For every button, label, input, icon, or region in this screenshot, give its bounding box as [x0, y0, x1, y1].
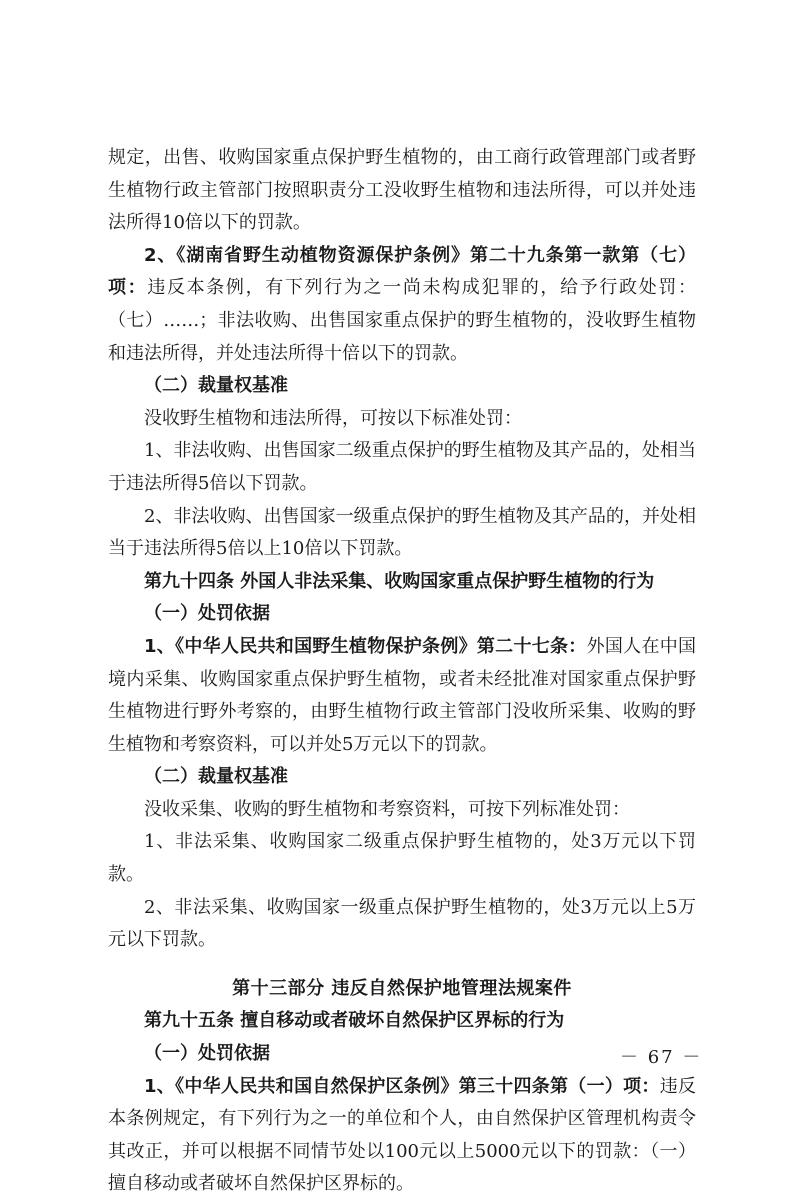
document-body	[108, 142, 696, 1201]
section-gap	[108, 957, 696, 973]
paragraph-5: 1、非法收购、出售国家二级重点保护的野生植物及其产品的，处相当于违法所得5倍以下罚款。	[108, 440, 696, 494]
section-heading-discretion-2: （二）裁量权基准	[144, 766, 288, 788]
paragraph-12: 1、非法采集、收购国家二级重点保护野生植物的，处3万元以下罚款。	[108, 831, 696, 886]
page-number: － 67 －	[620, 1047, 703, 1068]
article-95-heading: 第九十五条 擅自移动或者破坏自然保护区界标的行为	[144, 1010, 565, 1032]
article-94-heading: 第九十四条 外国人非法采集、收购国家重点保护野生植物的行为	[144, 570, 655, 592]
clause-heading-nature-reserve-regulation: 1、《中华人民共和国自然保护区条例》第三十四条第（一）项：	[144, 1075, 660, 1097]
paragraph-9-text: 外国人在中国境内采集、收购国家重点保护野生植物，或者未经批准对国家重点保护野生植物进行野外考察的，由野生植物行政主管部门没收所采集、收购的野生植物和考察资料，可以并处5万元以下的罚款。	[108, 635, 697, 755]
part-title: 第十三部分 违反自然保护地管理法规案件	[232, 977, 572, 999]
paragraph-11: 没收采集、收购的野生植物和考察资料，可按下列标准处罚：	[144, 798, 630, 820]
paragraph-4: 没收野生植物和违法所得，可按以下标准处罚：	[144, 407, 522, 429]
paragraph-2	[108, 240, 696, 370]
paragraph-17	[108, 1071, 696, 1201]
paragraph-9	[108, 631, 696, 761]
paragraph-6: 2、非法收购、出售国家一级重点保护的野生植物及其产品的，并处相当于违法所得5倍以上10倍以下罚款。	[108, 505, 696, 560]
section-heading-basis-1: （一）处罚依据	[144, 603, 270, 625]
section-heading-basis-2: （一）处罚依据	[144, 1043, 270, 1065]
clause-heading-hunan-regulation: 2、《湖南省野生动植物资源保护条例》第二十九条第一款第（七）项：	[108, 244, 696, 299]
paragraph-17-text: 违反本条例规定，有下列行为之一的单位和个人，由自然保护区管理机构责令其改正，并可以根据不同情节处以100元以上5000元以下的罚款：（一） 擅自移动或者破坏自然保护区界标的。	[108, 1075, 697, 1195]
section-heading-discretion-1: （二）裁量权基准	[144, 375, 288, 397]
paragraph-13: 2、非法采集、收购国家一级重点保护野生植物的，处3万元以上5万元以下罚款。	[108, 896, 696, 951]
paragraph-1	[108, 142, 696, 240]
paragraph-2-text: 违反本条例，有下列行为之一尚未构成犯罪的，给予行政处罚：（七）……；非法收购、出售国家重点保护的野生植物的，没收野生植物和违法所得，并处违法所得十倍以下的罚款。	[108, 277, 696, 364]
paragraph-1-text: 规定，出售、收购国家重点保护野生植物的，由工商行政管理部门或者野生植物行政主管部门按照职责分工没收野生植物和违法所得，可以并处违法所得10倍以下的罚款。	[108, 147, 696, 234]
clause-heading-wild-plant-regulation: 1、《中华人民共和国野生植物保护条例》第二十七条：	[144, 635, 587, 657]
